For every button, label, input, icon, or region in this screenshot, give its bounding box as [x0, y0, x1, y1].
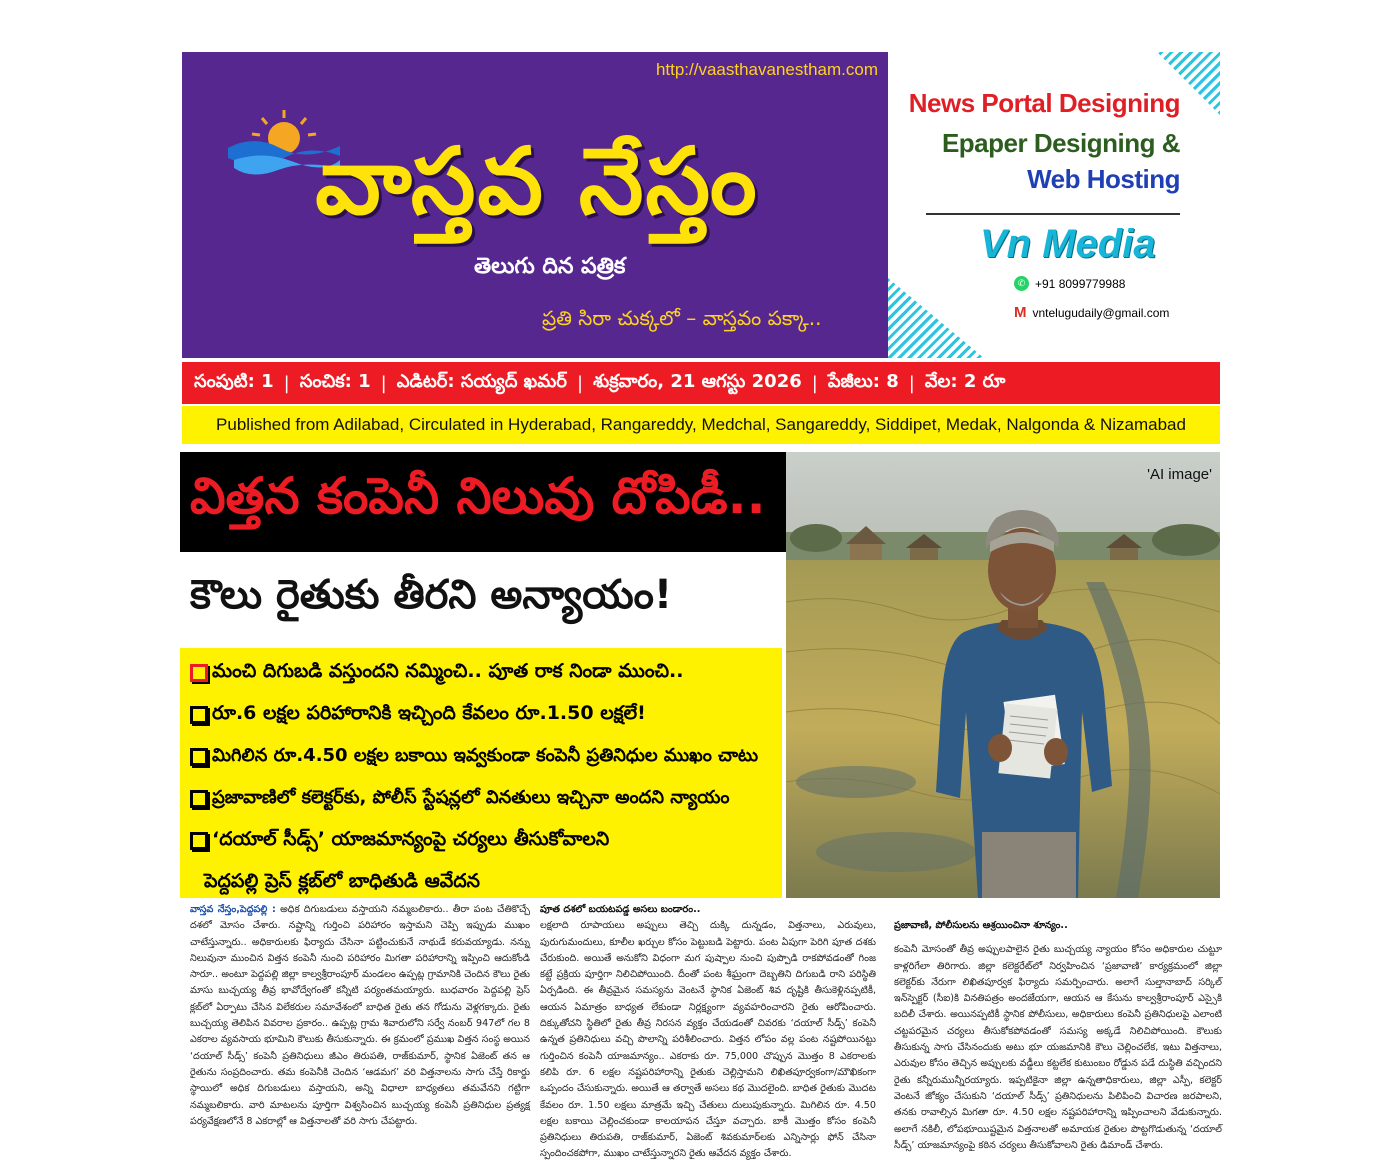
article-text: అధిక దిగుబడులు వస్తాయని నమ్మబలికారు.. తీరా పంట చేతికొచ్చే దశలో మోసం చేశారు. నష్టాన్ని గుర్తించి పరిహారం ఇస్తామని చెప్పి ఇప్పుడు ముఖం చాటేస్తున్నారు.. అధికారులకు ఫిర్యాదు చేసినా పట్టించుకునే నాథుడే కరువయ్యాడు. నన్ను నిలువునా ముంచిన విత్తన కంపెనీ నుంచి పరిహారం మిగతా పరిహారాన్ని ఇప్పించి ఆదుకోండి సారూ.. అంటూ పెద్దపల్లి జిల్లా కాల్వశ్రీరాంపూర్ మండలం ఉప్పట్ల గ్రామానికి చెందిన కౌలు రైతు మాసు బుచ్చయ్య తీవ్ర భావోద్వేగంతో కన్నీటి పర్యంతమయ్యారు. బుధవారం పెద్దపల్లి ప్రెస్ క్లబ్‌లో ఏర్పాటు చేసిన విలేకరుల సమావేశంలో బాధిత రైతు తన గోడును వెళ్లగక్కారు. రైతు బుచ్చయ్య తెలిపిన వివరాల ప్రకారం.. ఉప్పట్ల గ్రామ శివారులోని సర్వే నంబర్ 947లో గల 8 ఎకరాల వ్యవసాయ భూమిని కౌలుకు తీసుకున్నారు. ఈ క్రమంలో ప్రముఖ విత్తన సంస్థ అయిన ‘దయాల్ సీడ్స్’ కంపెనీ ప్రతినిధులు జీఎం తిరుపతి, రాజ్‌కుమార్, స్థానిక ఏజెంట్ తన ఆ రైతును సంప్రదించారు. తమ కంపెనీకి చెందిన ‘ఆడమగ’ వరి విత్తనాలను సాగు చేస్తే రికార్డు స్థాయిలో అధిక దిగుబడులు వస్తాయని, అన్ని విధాలా బాధ్యతలు తమవేనని గట్టిగా నమ్మబలికారు. వారి మాటలను పూర్తిగా విశ్వసించిన బుచ్చయ్య కంపెనీ ప్రతినిధుల ప్రత్యక్ష పర్యవేక్షణలోనే 8 ఎకరాల్లో ఆ విత్తనాలతో వరి సాగు చేపట్టారు. — [190, 904, 530, 1127]
checkbox-bullet-icon — [190, 706, 208, 724]
story-highlights — [180, 648, 782, 898]
whatsapp-icon: ✆ — [1014, 276, 1029, 291]
headline: విత్తన కంపెనీ నిలువు దోపిడీ.. — [190, 466, 766, 525]
subheadline: కౌలు రైతుకు తీరని అన్యాయం! — [190, 572, 673, 618]
separator: | — [811, 372, 818, 394]
newspaper-title: వాస్తవ నేస్తం — [315, 128, 759, 235]
published-bar — [182, 406, 1220, 444]
volume: సంపుటి: 1 — [194, 370, 274, 392]
highlight-text: మిగిలిన రూ.4.50 లక్షల బకాయి ఇవ్వకుండా కంపెనీ ప్రతినిధుల ముఖం చాటు — [212, 744, 759, 766]
advertisement — [888, 52, 1220, 358]
article-column-2 — [540, 902, 876, 1160]
page-count: పేజీలు: 8 — [827, 370, 899, 392]
headline-box — [180, 452, 786, 552]
published-text: Published from Adilabad, Circulated in Hyderabad, Rangareddy, Medchal, Sangareddy, Siddipet, Medak, Nalgonda & Nizamabad — [216, 415, 1186, 434]
ad-phone[interactable] — [1014, 276, 1125, 291]
issue-date: శుక్రవారం, 21 ఆగస్టు 2026 — [593, 370, 802, 392]
checkbox-bullet-icon — [190, 748, 208, 766]
article-text: లక్షలాది రూపాయలు అప్పులు తెచ్చి దుక్కి దున్నడం, విత్తనాలు, ఎరువులు, పురుగుమందులు, కూలీల ఖర్చుల కోసం పెట్టుబడి పెట్టారు. పంట ఏపుగా పెరిగి పూత దశకు చేరుకుంది. అయితే అనుకోని విధంగా మగ పుష్పాల నుంచి పుప్పొడి రాకపోవడంతో గింజ కట్టే ప్రక్రియ పూర్తిగా నిలిచిపోయింది. దీంతో పంట శీఘ్రంగా దెబ్బతిని దిగుబడి రాని పరిస్థితి ఏర్పడింది. ఈ తీవ్రమైన సమస్యను వెంటనే స్థానిక ఏజెంట్ శివ దృష్టికి తీసుకెళ్లినప్పటికీ, ఆయన ఏమాత్రం బాధ్యత లేకుండా నిర్లక్ష్యంగా వ్యవహరించారని రైతు ఆరోపించారు. దిక్కుతోచని స్థితిలో రైతు తీవ్ర నిరసన వ్యక్తం చేయడంతో చివరకు ‘దయాల్ సీడ్స్’ కంపెనీ ఉన్నత ప్రతినిధులు వచ్చి పొలాన్ని పరిశీలించారు. విత్తన లోపం వల్ల పంట నష్టపోయినట్టు గుర్తించిన కంపెనీ యాజమాన్యం.. ఎకరాకు రూ. 75,000 చొప్పున మొత్తం 8 ఎకరాలకు కలిపి రూ. 6 లక్షల నష్టపరిహారాన్ని రైతుకు చెల్లిస్తామని లిఖితపూర్వకంగా/మౌఖికంగా ఒప్పందం చేసుకున్నారు. అయితే ఆ తర్వాతే అసలు కథ మొదలైంది. బాధిత రైతుకు మొదట కేవలం రూ. 1.50 లక్షలు మాత్రమే ఇచ్చి చేతులు దులుపుకున్నారు. మిగిలిన రూ. 4.50 లక్షల బకాయి చెల్లించకుండా కాలయాపన చేస్తూ వచ్చారు. బాకీ మొత్తం కోసం కంపెనీ ప్రతినిధులు తిరుపతి, రాజ్‌కుమార్, ఏజెంట్ శివకుమార్‌లకు ఎన్నిసార్లు ఫోన్ చేసినా స్పందించకపోగా, ముఖం చాటేస్తున్నారని రైతు ఆవేదన వ్యక్తం చేశారు. — [540, 920, 876, 1160]
column-subheading: ప్రజావాణి, పోలీసులను ఆశ్రయించినా శూన్యం.. — [894, 920, 1068, 931]
highlight-text: రూ.6 లక్షల పరిహారానికి ఇచ్చింది కేవలం రూ.1.50 లక్షలే! — [212, 701, 646, 724]
checkbox-bullet-icon — [190, 790, 208, 808]
issue-info-bar — [182, 362, 1220, 404]
ad-line-news-portal: News Portal Designing — [908, 88, 1180, 118]
highlight-item — [190, 694, 782, 736]
article-dateline: వాస్తవ నేస్తం,పెద్దపల్లి : — [190, 904, 276, 915]
highlight-text: ప్రజావాణిలో కలెక్టర్‌కు, పోలీస్ స్టేషన్లలో వినతులు ఇచ్చినా అందని న్యాయం — [212, 786, 730, 808]
ad-phone-number: +91 8099779988 — [1035, 276, 1126, 291]
ad-line-epaper: Epaper Designing & — [941, 128, 1180, 158]
checkbox-bullet-icon — [190, 832, 208, 850]
column-subheading: పూత దశలో బయటపడ్డ అసలు బండారం.. — [540, 904, 701, 915]
ad-divider — [926, 213, 1180, 215]
masthead — [182, 52, 888, 358]
highlight-footer: పెద్దపల్లి ప్రెస్ క్లబ్‌లో బాధితుడి ఆవేదన — [204, 869, 481, 892]
editor: ఎడిటర్: సయ్యద్ ఖమర్ — [396, 370, 567, 392]
article-column-1 — [190, 902, 530, 1142]
farmer-photo-illustration — [786, 452, 1220, 898]
separator: | — [908, 372, 915, 394]
ad-email[interactable] — [1014, 304, 1169, 321]
highlight-text: మంచి దిగుబడి వస్తుందని నమ్మించి.. పూత రాక నిండా ముంచి.. — [212, 659, 684, 682]
gmail-icon: M — [1014, 304, 1027, 321]
highlight-item — [190, 820, 782, 862]
newspaper-slogan: ప్రతి సిరా చుక్కలో – వాస్తవం పక్కా.. — [542, 306, 822, 330]
separator: | — [380, 372, 387, 394]
newspaper-subtitle: తెలుగు దిన పత్రిక — [474, 254, 626, 279]
highlight-text: ‘దయాల్ సీడ్స్’ యాజమాన్యంపై చర్యలు తీసుకోవాలని — [212, 827, 610, 850]
highlight-item — [190, 652, 782, 694]
site-url[interactable]: http://vaasthavanestham.com — [655, 60, 878, 79]
separator: | — [576, 372, 584, 394]
ad-line-hosting: Web Hosting — [1027, 164, 1180, 194]
article-column-3 — [894, 918, 1222, 1151]
article-text: కంపెనీ మోసంతో తీవ్ర అప్పులపాలైన రైతు బుచ్చయ్య న్యాయం కోసం అధికారుల చుట్టూ కాళ్లరిగేలా తిరిగారు. జిల్లా కలెక్టరేట్‌లో నిర్వహించిన ‘ప్రజావాణి’ కార్యక్రమంలో జిల్లా కలెక్టర్‌కు నేరుగా లిఖితపూర్వక ఫిర్యాదు సమర్పించారు. అలాగే సుల్తానాబాద్ సర్కిల్ ఇన్‌స్పెక్టర్ (సీఐ)కి వినతిపత్రం అందజేయగా, ఆయన ఆ కేసును కాల్వశ్రీరాంపూర్ ఎస్సైకి బదిలీ చేశారు. అయినప్పటికీ స్థానిక పోలీసులు, అధికారులు కంపెనీ ప్రతినిధులపై ఎలాంటి చట్టపరమైన చర్యలు తీసుకోకపోవడంతో సమస్య అక్కడే నిలిచిపోయింది. కౌలుకు తీసుకున్న సాగు చేసినందుకు అటు భూ యజమానికి కౌలు చెల్లించలేక, ఇటు విత్తనాలు, ఎరువుల కోసం తెచ్చిన అప్పులకు వడ్డీలు కట్టలేక కుటుంబం రోడ్డున పడే దుస్థితి వచ్చిందని రైతు కన్నీరుమున్నీరయ్యారు. ఇప్పటికైనా జిల్లా ఉన్నతాధికారులు, జిల్లా ఎస్పీ, కలెక్టర్ వెంటనే జోక్యం చేసుకుని ‘దయాల్ సీడ్స్’ ప్రతినిధులను పిలిపించి విచారణ జరపాలని, తనకు రావాల్సిన మిగతా రూ. 4.50 లక్షల నష్టపరిహారాన్ని ఇప్పించాలని వేడుకున్నారు. అలాగే నకిలీ, లోపభూయిష్టమైన విత్తనాలతో అమాయక రైతుల పొట్టగొడుతున్న ‘దయాల్ సీడ్స్’ యాజమాన్యంపై కఠిన చర్యలు తీసుకోవాలని రైతు డిమాండ్ చేశారు. — [894, 944, 1222, 1151]
ad-stripe-decoration — [888, 258, 1008, 358]
highlight-item — [190, 736, 782, 778]
ad-brand: Vn Media — [980, 222, 1156, 266]
highlight-item — [190, 778, 782, 820]
issue: సంచిక: 1 — [299, 370, 371, 392]
ad-email-address: vntelugudaily@gmail.com — [1032, 305, 1170, 320]
separator: | — [283, 372, 290, 394]
photo-label: 'AI image' — [1147, 466, 1212, 483]
checkbox-bullet-icon — [190, 664, 208, 682]
price: వేల: 2 రూ — [924, 370, 1006, 392]
story-photo — [786, 452, 1220, 898]
